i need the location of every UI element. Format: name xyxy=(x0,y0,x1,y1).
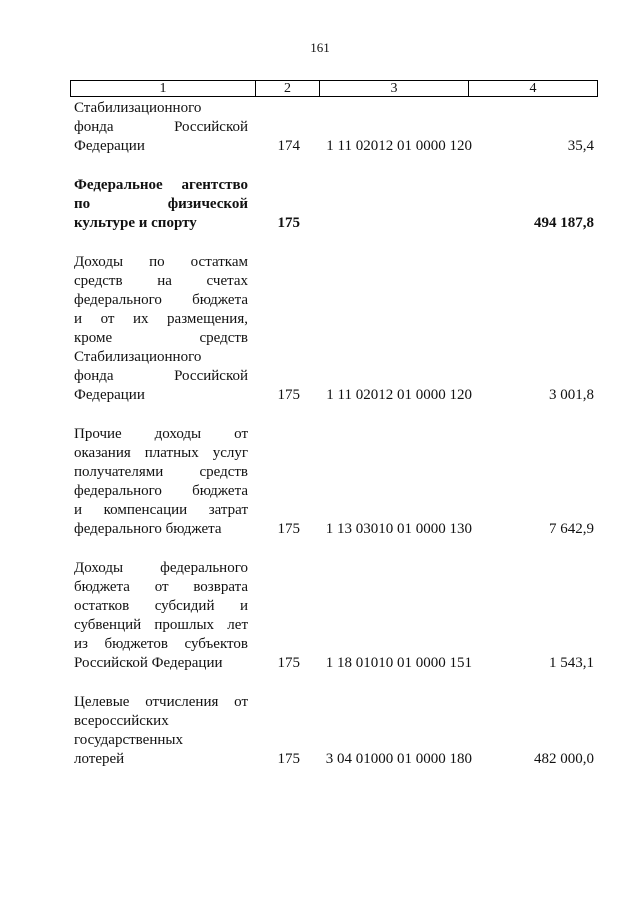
description-line: Российской Федерации xyxy=(74,655,223,671)
description-line: всероссийских xyxy=(74,713,169,729)
table-body xyxy=(74,99,594,769)
row-amount: 1 543,1 xyxy=(549,655,594,671)
row-amount: 3 001,8 xyxy=(549,387,594,403)
row-code: 174 xyxy=(277,138,300,154)
description-line: Федерации xyxy=(74,387,145,403)
row-kbk: 3 04 01000 01 0000 180 xyxy=(325,751,472,767)
description-line: и от их размещения, xyxy=(74,311,248,327)
row-amount: 494 187,8 xyxy=(534,215,594,231)
row-description xyxy=(74,99,248,156)
description-line: бюджета от возврата xyxy=(74,579,248,595)
row-kbk: 1 18 01010 01 0000 151 xyxy=(325,655,472,671)
row-description xyxy=(74,693,248,769)
description-line: федерального бюджета xyxy=(74,292,248,308)
header-col-1: 1 xyxy=(71,81,256,96)
header-col-4: 4 xyxy=(529,81,537,96)
description-line: оказания платных услуг xyxy=(74,445,248,461)
description-line: федерального бюджета xyxy=(74,521,222,537)
description-line: фонда Российской xyxy=(74,119,248,135)
row-code: 175 xyxy=(277,751,300,767)
row-code: 175 xyxy=(277,387,300,403)
description-line: Федерации xyxy=(74,138,145,154)
description-line: и компенсации затрат xyxy=(74,502,248,518)
row-kbk: 1 13 03010 01 0000 130 xyxy=(325,521,472,537)
description-line: Доходы по остаткам xyxy=(74,254,248,270)
description-line: государственных xyxy=(74,732,183,748)
description-line: из бюджетов субъектов xyxy=(74,636,248,652)
description-line: Федеральное агентство xyxy=(74,177,248,193)
table-row xyxy=(74,693,594,769)
header-col-2: 2 xyxy=(256,81,320,96)
description-line: федерального бюджета xyxy=(74,483,248,499)
row-description xyxy=(74,559,248,673)
row-kbk: 1 11 02012 01 0000 120 xyxy=(326,387,472,403)
table-row xyxy=(74,253,594,405)
row-description xyxy=(74,253,248,405)
description-line: Целевые отчисления от xyxy=(74,694,248,710)
table-row xyxy=(74,99,594,156)
description-line: фонда Российской xyxy=(74,368,248,384)
row-code: 175 xyxy=(277,655,300,671)
description-line: Стабилизационного xyxy=(74,349,202,365)
description-line: по физической xyxy=(74,196,248,212)
description-line: лотерей xyxy=(74,751,125,767)
description-line: кроме средств xyxy=(74,330,248,346)
table-header xyxy=(70,80,598,97)
row-amount: 35,4 xyxy=(567,138,594,154)
description-line: Доходы федерального xyxy=(74,560,248,576)
description-line: средств на счетах xyxy=(74,273,248,289)
description-line: культуре и спорту xyxy=(74,215,197,231)
row-description xyxy=(74,425,248,539)
row-kbk: 1 11 02012 01 0000 120 xyxy=(326,138,472,154)
description-line: Прочие доходы от xyxy=(74,426,248,442)
page-number: 161 xyxy=(310,40,330,55)
row-code: 175 xyxy=(277,215,300,231)
table-row xyxy=(74,425,594,539)
row-amount: 482 000,0 xyxy=(534,751,594,767)
description-line: субвенций прошлых лет xyxy=(74,617,248,633)
table-row xyxy=(74,176,594,233)
description-line: получателями средств xyxy=(74,464,248,480)
row-code: 175 xyxy=(277,521,300,537)
row-amount: 7 642,9 xyxy=(549,521,594,537)
header-col-3: 3 xyxy=(320,81,469,96)
description-line: остатков субсидий и xyxy=(74,598,248,614)
description-line: Стабилизационного xyxy=(74,100,202,116)
row-description xyxy=(74,176,248,233)
table-row xyxy=(74,559,594,673)
